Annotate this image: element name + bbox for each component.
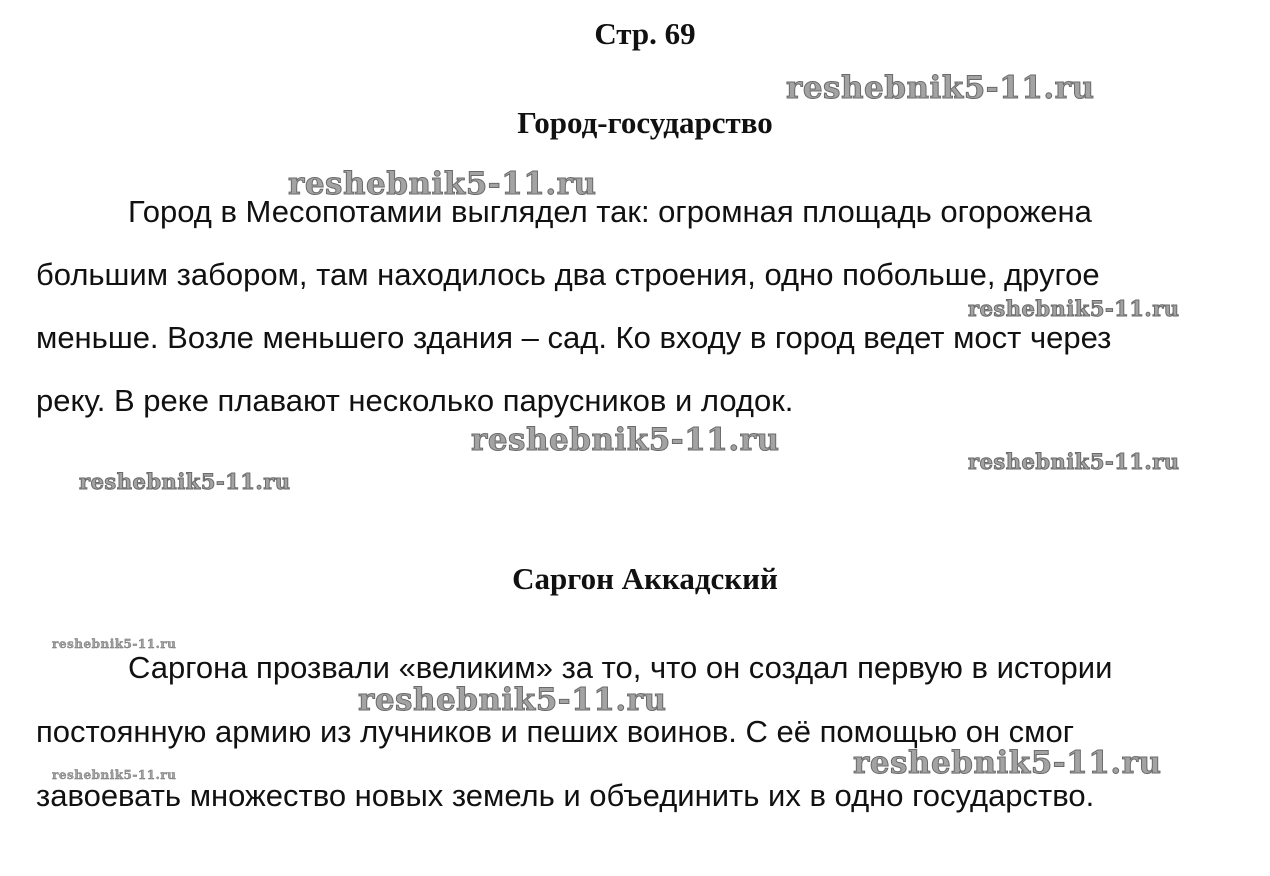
watermark: reshebnik5-11.ru — [79, 469, 291, 494]
section-title-sargon: Саргон Аккадский — [512, 561, 778, 596]
watermark: reshebnik5-11.ru — [968, 449, 1180, 474]
watermark: reshebnik5-11.ru — [968, 296, 1180, 321]
paragraph-line: реку. В реке плавают несколько парусников и лодок. — [36, 383, 794, 418]
paragraph-line: большим забором, там находилось два строения, одно побольше, другое — [36, 257, 1100, 292]
paragraph-line: меньше. Возле меньшего здания – сад. Ко входу в город ведет мост через — [36, 320, 1112, 355]
watermark: reshebnik5-11.ru — [786, 70, 1095, 106]
watermark: reshebnik5-11.ru — [853, 745, 1162, 781]
section-title-city-state: Город-государство — [517, 105, 773, 140]
paragraph-line: Саргона прозвали «великим» за то, что он создал первую в истории — [128, 650, 1113, 685]
watermark: reshebnik5-11.ru — [471, 422, 780, 458]
watermark: reshebnik5-11.ru — [52, 768, 177, 782]
page-number: Стр. 69 — [594, 16, 696, 51]
paragraph-line: постоянную армию из лучников и пеших воинов. С её помощью он смог — [36, 714, 1075, 749]
paragraph-line: завоевать множество новых земель и объединить их в одно государство. — [36, 778, 1095, 813]
watermark: reshebnik5-11.ru — [288, 166, 597, 202]
watermark: reshebnik5-11.ru — [358, 682, 667, 718]
paragraph-line: Город в Месопотамии выглядел так: огромная площадь огорожена — [128, 194, 1092, 229]
watermark: reshebnik5-11.ru — [52, 637, 177, 651]
